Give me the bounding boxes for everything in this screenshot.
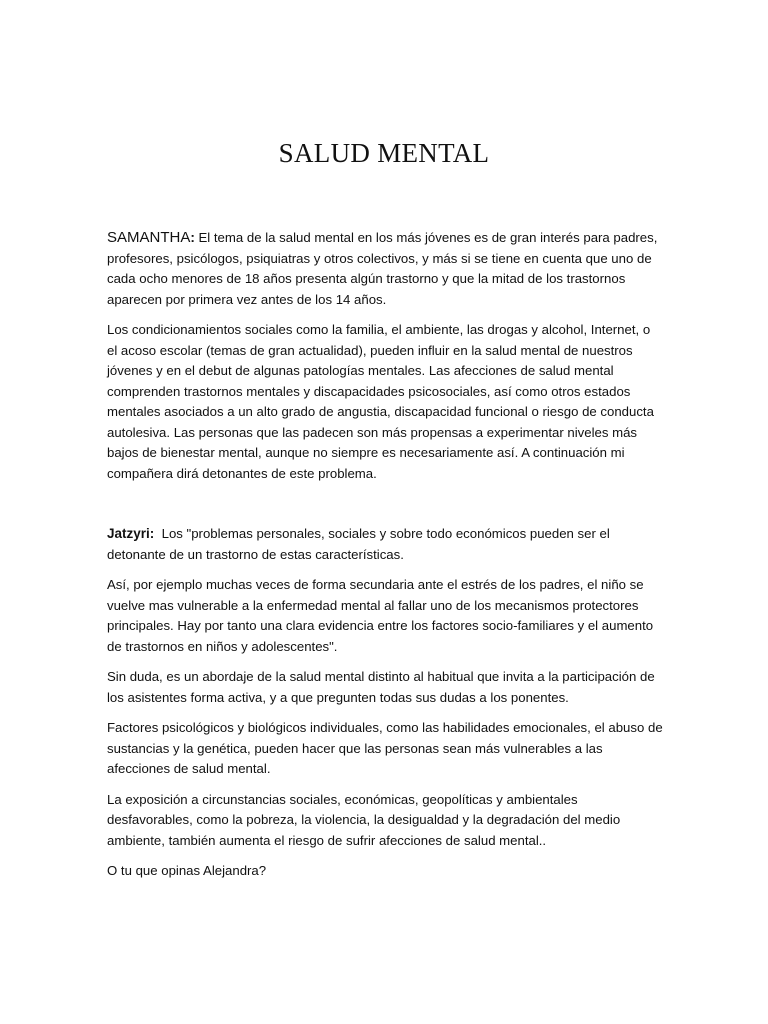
speaker-name-jatzyri: Jatzyri: <box>107 526 155 541</box>
paragraph-approach: Sin duda, es un abordaje de la salud mental distinto al habitual que invita a la participación de los asistentes forma activa, y a que pregunten todas sus dudas a los ponentes. <box>107 669 655 705</box>
paragraph-text: El tema de la salud mental en los más jóvenes es de gran interés para padres, profesores, psicólogos, psiquiatras y otros colectivos, y más si se tiene en cuenta que uno de cada ocho menores de 18 años presenta algún trastorno y que la mitad de los trastornos aparecen por primera vez antes de los 14 años. <box>107 230 658 307</box>
paragraph-samantha-intro <box>107 228 663 310</box>
paragraph-social-conditions: Los condicionamientos sociales como la familia, el ambiente, las drogas y alcohol, Internet, o el acoso escolar (temas de gran actualidad), pueden influir en la salud mental de nuestros jóvenes y en el debut de algunas patologías mentales. Las afecciones de salud mental comprenden trastornos mentales y discapacidades psicosociales, así como otros estados mentales asociados a un alto grado de angustia, discapacidad funcional o riesgo de conducta autolesiva. Las personas que las padecen son más propensas a experimentar niveles más bajos de bienestar mental, aunque no siempre es necesariamente así. A continuación mi compañera dirá detonantes de este problema. <box>107 322 654 481</box>
speaker-colon: : <box>190 230 195 245</box>
paragraph-question: O tu que opinas Alejandra? <box>107 863 267 878</box>
speaker-name-samantha: SAMANTHA <box>107 229 191 246</box>
page-title: SALUD MENTAL <box>278 138 490 168</box>
paragraph-parents-stress: Así, por ejemplo muchas veces de forma secundaria ante el estrés de los padres, el niño se vuelve mas vulnerable a la enfermedad mental al fallar uno de los mecanismos protectores principales. Hay por tanto una clara evidencia entre los factores socio-familiares y el aumento de trastornos en niños y adolescentes". <box>107 577 654 654</box>
paragraph-exposure: La exposición a circunstancias sociales, económicas, geopolíticas y ambientales desfavorables, como la pobreza, la violencia, la desigualdad y la degradación del medio ambiente, también aumenta el riesgo de sufrir afecciones de salud mental.. <box>107 791 621 848</box>
document-body <box>107 228 663 892</box>
paragraph-jatzyri-intro <box>107 524 663 565</box>
paragraph-individual-factors: Factores psicológicos y biológicos individuales, como las habilidades emocionales, el abuso de sustancias y la genética, pueden hacer que las personas sean más vulnerables a las afecciones de salud mental. <box>107 720 663 776</box>
paragraph-text: Los "problemas personales, sociales y sobre todo económicos pueden ser el detonante de un trastorno de estas características. <box>107 526 610 562</box>
